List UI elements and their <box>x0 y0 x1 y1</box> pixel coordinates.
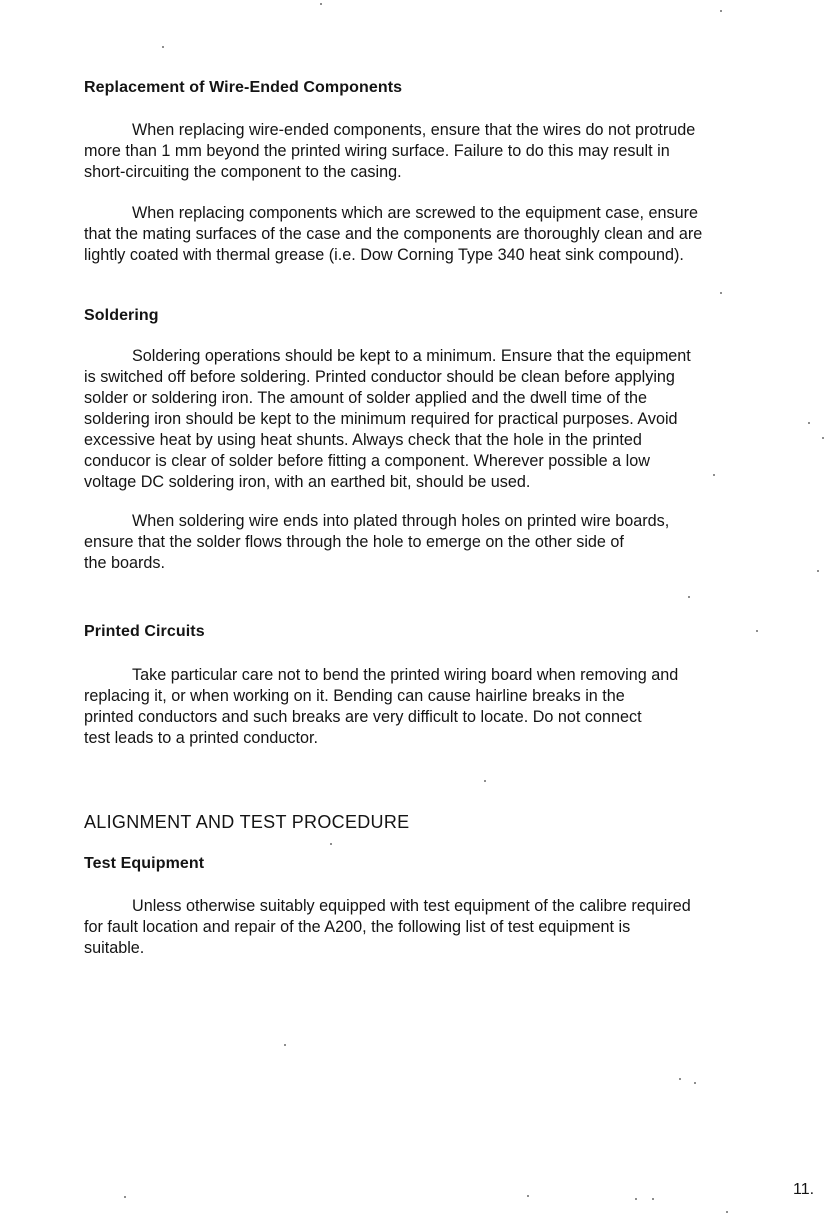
text-line: voltage DC soldering iron, with an earthed bit, should be used. <box>84 473 531 491</box>
text-line: Take particular care not to bend the printed wiring board when removing and <box>132 666 679 684</box>
chapter-heading-alignment: ALIGNMENT AND TEST PROCEDURE <box>84 812 410 832</box>
text-line: ensure that the solder flows through the hole to emerge on the other side of <box>84 533 624 551</box>
section-heading-test-equipment: Test Equipment <box>84 855 205 872</box>
scan-speck <box>162 46 164 48</box>
scan-speck <box>688 596 690 598</box>
scan-speck <box>808 422 810 424</box>
scan-speck <box>726 1211 728 1213</box>
text-line: When soldering wire ends into plated through holes on printed wire boards, <box>132 512 670 530</box>
section-heading-printed-circuits: Printed Circuits <box>84 623 205 640</box>
text-line: When replacing wire-ended components, ensure that the wires do not protrude <box>132 121 696 139</box>
text-line: Soldering operations should be kept to a minimum. Ensure that the equipment <box>132 347 691 365</box>
scan-speck <box>720 292 722 294</box>
text-line: the boards. <box>84 554 165 572</box>
scan-speck <box>284 1044 286 1046</box>
text-line: lightly coated with thermal grease (i.e. Dow Corning Type 340 heat sink compound). <box>84 246 684 264</box>
paragraph-printed-circuits-1 <box>84 665 804 749</box>
paragraph-test-equipment-1 <box>84 896 804 959</box>
scan-speck <box>756 630 758 632</box>
text-line: replacing it, or when working on it. Bending can cause hairline breaks in the <box>84 687 625 705</box>
scan-speck <box>320 3 322 5</box>
text-line: that the mating surfaces of the case and the components are thoroughly clean and are <box>84 225 703 243</box>
scan-speck <box>822 437 824 439</box>
scan-speck <box>679 1078 681 1080</box>
text-line: short-circuiting the component to the casing. <box>84 163 402 181</box>
text-line: suitable. <box>84 939 145 957</box>
text-line: is switched off before soldering. Printed conductor should be clean before applying <box>84 368 675 386</box>
text-line: solder or soldering iron. The amount of solder applied and the dwell time of the <box>84 389 647 407</box>
section-heading-soldering: Soldering <box>84 307 159 324</box>
scan-speck <box>817 570 819 572</box>
scan-speck <box>720 10 722 12</box>
scan-speck <box>484 780 486 782</box>
text-line: printed conductors and such breaks are very difficult to locate. Do not connect <box>84 708 642 726</box>
text-line: Unless otherwise suitably equipped with test equipment of the calibre required <box>132 897 691 915</box>
text-line: excessive heat by using heat shunts. Always check that the hole in the printed <box>84 431 642 449</box>
scan-speck <box>713 474 715 476</box>
paragraph-soldering-2 <box>84 511 804 574</box>
text-line: soldering iron should be kept to the minimum required for practical purposes. Avoid <box>84 410 678 428</box>
paragraph-wire-ended-2 <box>84 203 804 266</box>
page-number: 11. <box>793 1181 815 1198</box>
scan-speck <box>124 1196 126 1198</box>
text-line: for fault location and repair of the A200, the following list of test equipment is <box>84 918 631 936</box>
paragraph-soldering-1 <box>84 346 804 493</box>
scan-speck <box>527 1195 529 1197</box>
text-line: conducor is clear of solder before fitting a component. Wherever possible a low <box>84 452 650 470</box>
scan-speck <box>635 1198 637 1200</box>
section-heading-wire-ended: Replacement of Wire-Ended Components <box>84 79 403 96</box>
scan-speck <box>652 1198 654 1200</box>
text-line: more than 1 mm beyond the printed wiring surface. Failure to do this may result in <box>84 142 670 160</box>
scan-speck <box>330 843 332 845</box>
text-line: test leads to a printed conductor. <box>84 729 318 747</box>
text-line: When replacing components which are screwed to the equipment case, ensure <box>132 204 698 222</box>
scan-speck <box>694 1082 696 1084</box>
paragraph-wire-ended-1 <box>84 120 804 183</box>
